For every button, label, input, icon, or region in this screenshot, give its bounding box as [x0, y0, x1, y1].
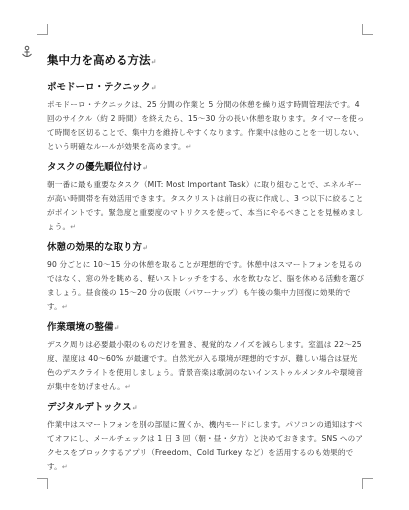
- section-pomodoro: [47, 82, 365, 154]
- section-heading: 作業環境の整備↵: [47, 322, 120, 333]
- section-heading: デジタルデトックス↵: [47, 402, 138, 413]
- crop-mark-top-left: [37, 24, 48, 35]
- section-heading: ポモドーロ・テクニック↵: [47, 82, 157, 93]
- section-environment: [47, 322, 365, 394]
- section-paragraph: デスク周りは必要最小限のものだけを置き、視覚的なノイズを減らします。室温は 22～25 度、湿度は 40～60% が最適です。自然光が入る環境が理想的ですが、難しい場合は昼光色のデスクライトを使用しましょう。背景音楽は歌詞のないインストゥルメンタルや環境音が集中を妨げません。↵: [47, 340, 364, 391]
- section-paragraph: 作業中はスマートフォンを別の部屋に置くか、機内モードにします。パソコンの通知はすべてオフにし、メールチェックは 1 日 3 回（朝・昼・夕方）と決めておきます。SNS へのアクセスをブロックするアプリ（Freedom、Cold Turkey など）を活用するのも効果的です。↵: [47, 420, 364, 471]
- anchor-icon[interactable]: [20, 44, 34, 58]
- section-priority: [47, 162, 365, 234]
- section-heading: 休憩の効果的な取り方↵: [47, 242, 148, 253]
- document-title: 集中力を高める方法↵: [47, 53, 157, 67]
- section-paragraph: 朝一番に最も重要なタスク（MIT: Most Important Task）に取り組むことで、エネルギーが高い時間帯を有効活用できます。タスクリストは前日の夜に作成し、3 つ以下に絞ることがポイントです。緊急度と重要度のマトリクスを使って、本当にやるべきことを見極めましょう。↵: [47, 180, 364, 231]
- section-breaks: [47, 242, 365, 314]
- section-heading: タスクの優先順位付け↵: [47, 162, 148, 173]
- section-paragraph: 90 分ごとに 10～15 分の休憩を取ることが理想的です。休憩中はスマートフォンを見るのではなく、窓の外を眺める、軽いストレッチをする、水を飲むなど、脳を休める活動を選びましょう。昼食後の 15～20 分の仮眠（パワーナップ）も午後の集中力回復に効果的です。↵: [47, 260, 365, 311]
- crop-mark-top-right: [362, 24, 373, 35]
- document-body: [47, 53, 365, 482]
- section-paragraph: ポモドーロ・テクニックは、25 分間の作業と 5 分間の休憩を繰り返す時間管理法です。4 回のサイクル（約 2 時間）を終えたら、15～30 分の長い休憩を取ります。タイマーを使って時間を区切ることで、集中力を維持しやすくなります。作業中は他のことを一切しない、という明確なルールが効果を高めます。↵: [47, 100, 365, 151]
- section-digital-detox: [47, 402, 365, 474]
